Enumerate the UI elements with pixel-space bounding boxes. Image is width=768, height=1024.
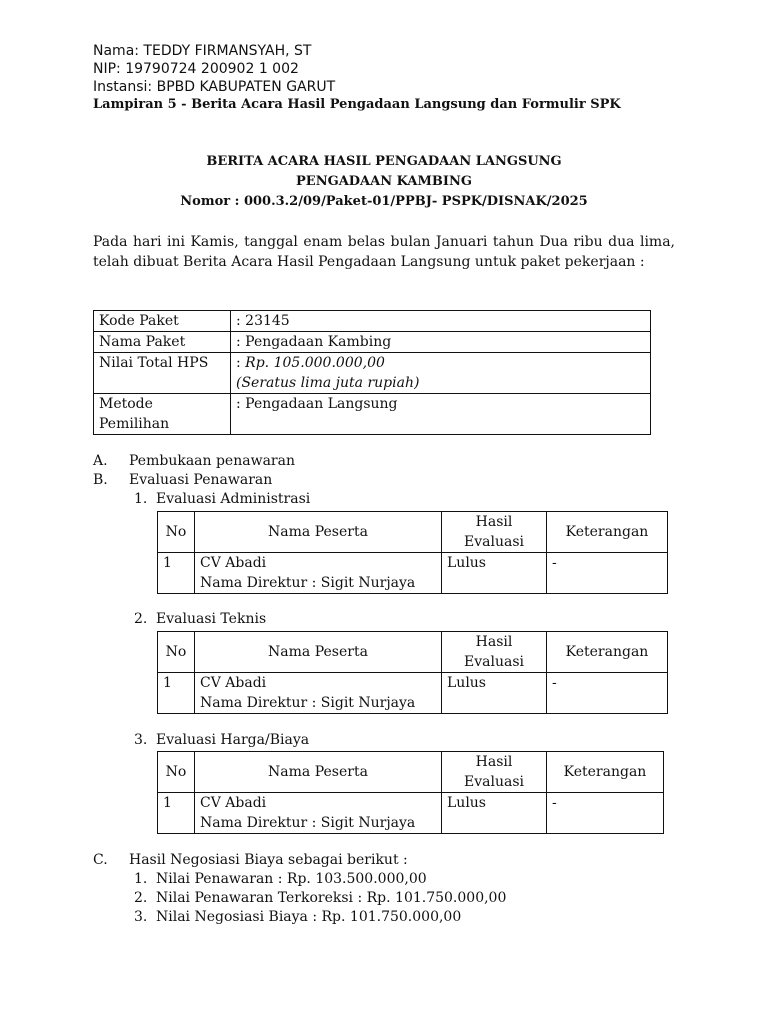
- document-title-block: [0, 152, 768, 212]
- cell-no: 1: [158, 553, 195, 594]
- table-header-row: [158, 512, 668, 553]
- negosiasi-item: [134, 889, 506, 908]
- negosiasi-mark: 1.: [134, 871, 148, 887]
- col-header-nama-peserta: Nama Peserta: [195, 512, 442, 553]
- hps-cell: [231, 353, 651, 394]
- cell-no: 1: [158, 673, 195, 714]
- negosiasi-text: Nilai Penawaran : Rp. 103.500.000,00: [156, 871, 427, 887]
- hps-value: Rp. 105.000.000,00: [245, 355, 385, 371]
- col-header-hasil-evaluasi: [442, 632, 547, 673]
- intro-paragraph: Pada hari ini Kamis, tanggal enam belas bulan Januari tahun Dua ribu dua lima, telah dibuat Berita Acara Hasil Pengadaan Langsung untuk paket pekerjaan :: [93, 234, 675, 270]
- table-row: [158, 553, 668, 594]
- evaluation-3-table: [157, 751, 664, 834]
- hasil-header-line-2: Evaluasi: [464, 774, 524, 790]
- negosiasi-text: Nilai Negosiasi Biaya : Rp. 101.750.000,00: [156, 909, 462, 925]
- col-header-nama-peserta: Nama Peserta: [195, 632, 442, 673]
- header-instansi: Instansi: BPBD KABUPATEN GARUT: [93, 79, 336, 95]
- evaluation-2-title: Evaluasi Teknis: [156, 611, 267, 627]
- evaluation-1-table: [157, 511, 668, 594]
- title-line-2: PENGADAAN KAMBING: [296, 174, 472, 189]
- section-c: [93, 851, 408, 870]
- evaluation-1-title: Evaluasi Administrasi: [156, 491, 311, 507]
- section-a: [93, 452, 295, 471]
- negosiasi-mark: 3.: [134, 909, 148, 925]
- nama-paket-value: : Pengadaan Kambing: [231, 332, 651, 353]
- table-row: [94, 332, 651, 353]
- direktur-name: Nama Direktur : Sigit Nurjaya: [200, 575, 416, 591]
- peserta-name: CV Abadi: [200, 555, 267, 571]
- table-row: [94, 353, 651, 394]
- table-header-row: [158, 632, 668, 673]
- col-header-no: No: [158, 632, 195, 673]
- negosiasi-item: [134, 870, 427, 889]
- header-nip: NIP: 19790724 200902 1 002: [93, 61, 299, 77]
- cell-hasil: Lulus: [442, 793, 547, 834]
- col-header-no: No: [158, 512, 195, 553]
- kode-paket-label: Kode Paket: [94, 311, 231, 332]
- hasil-header-line-1: Hasil: [475, 514, 513, 530]
- metode-label: [94, 394, 231, 435]
- col-header-keterangan: Keterangan: [547, 512, 668, 553]
- col-header-no: No: [158, 752, 195, 793]
- cell-keterangan: -: [547, 793, 664, 834]
- metode-value: : Pengadaan Langsung: [231, 394, 651, 435]
- direktur-name: Nama Direktur : Sigit Nurjaya: [200, 695, 416, 711]
- col-header-keterangan: Keterangan: [547, 632, 668, 673]
- cell-nama-peserta: [195, 673, 442, 714]
- header-nama: Nama: TEDDY FIRMANSYAH, ST: [93, 43, 312, 59]
- col-header-hasil-evaluasi: [442, 752, 547, 793]
- evaluation-3-title: Evaluasi Harga/Biaya: [156, 732, 310, 748]
- negosiasi-mark: 2.: [134, 890, 148, 906]
- section-c-mark: C.: [93, 852, 108, 868]
- hasil-header-line-2: Evaluasi: [464, 654, 524, 670]
- table-row: [158, 793, 664, 834]
- negosiasi-text: Nilai Penawaran Terkoreksi : Rp. 101.750.000,00: [156, 890, 507, 906]
- cell-no: 1: [158, 793, 195, 834]
- peserta-name: CV Abadi: [200, 675, 267, 691]
- kode-paket-value: : 23145: [231, 311, 651, 332]
- hps-words: (Seratus lima juta rupiah): [236, 375, 420, 391]
- cell-hasil: Lulus: [442, 673, 547, 714]
- header-lampiran: Lampiran 5 - Berita Acara Hasil Pengadaan Langsung dan Formulir SPK: [93, 97, 621, 112]
- evaluation-1-mark: 1.: [134, 491, 148, 507]
- col-header-hasil-evaluasi: [442, 512, 547, 553]
- evaluation-2-table: [157, 631, 668, 714]
- evaluation-3-mark: 3.: [134, 732, 148, 748]
- document-header: [93, 42, 621, 114]
- section-b-mark: B.: [93, 472, 108, 488]
- evaluation-3-heading: [134, 731, 309, 750]
- evaluation-2-heading: [134, 610, 266, 629]
- peserta-name: CV Abadi: [200, 795, 267, 811]
- package-info-table: [93, 310, 651, 435]
- table-row: [158, 673, 668, 714]
- evaluation-2-mark: 2.: [134, 611, 148, 627]
- direktur-name: Nama Direktur : Sigit Nurjaya: [200, 815, 416, 831]
- hps-label: Nilai Total HPS: [94, 353, 231, 394]
- table-row: [94, 311, 651, 332]
- table-header-row: [158, 752, 664, 793]
- cell-hasil: Lulus: [442, 553, 547, 594]
- nama-paket-label: Nama Paket: [94, 332, 231, 353]
- hps-colon: :: [236, 355, 246, 371]
- evaluation-1-heading: [134, 490, 310, 509]
- cell-nama-peserta: [195, 553, 442, 594]
- section-b-text: Evaluasi Penawaran: [129, 472, 273, 488]
- cell-keterangan: -: [547, 673, 668, 714]
- title-nomor: Nomor : 000.3.2/09/Paket-01/PPBJ- PSPK/DISNAK/2025: [180, 194, 588, 209]
- section-c-text: Hasil Negosiasi Biaya sebagai berikut :: [129, 852, 408, 868]
- col-header-nama-peserta: Nama Peserta: [195, 752, 442, 793]
- section-b: [93, 471, 272, 490]
- metode-label-line-2: Pemilihan: [99, 416, 170, 432]
- title-line-1: BERITA ACARA HASIL PENGADAAN LANGSUNG: [206, 154, 562, 169]
- cell-nama-peserta: [195, 793, 442, 834]
- col-header-keterangan: Keterangan: [547, 752, 664, 793]
- hasil-header-line-1: Hasil: [475, 754, 513, 770]
- table-row: [94, 394, 651, 435]
- hasil-header-line-2: Evaluasi: [464, 534, 524, 550]
- section-a-text: Pembukaan penawaran: [129, 453, 295, 469]
- section-a-mark: A.: [93, 453, 108, 469]
- negosiasi-item: [134, 908, 461, 927]
- hasil-header-line-1: Hasil: [475, 634, 513, 650]
- cell-keterangan: -: [547, 553, 668, 594]
- metode-label-line-1: Metode: [99, 396, 153, 412]
